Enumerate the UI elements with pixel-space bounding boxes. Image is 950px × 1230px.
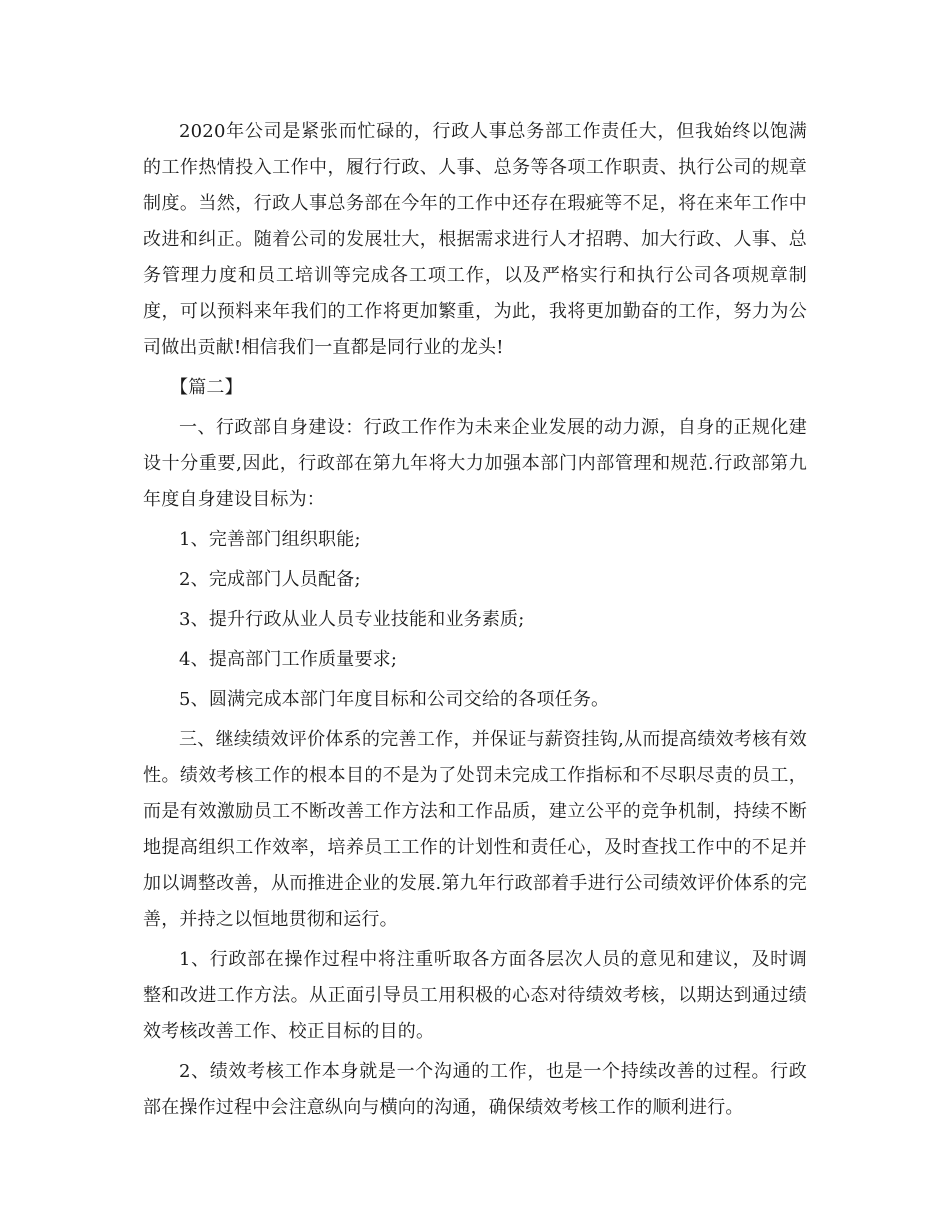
list-item-goal-1: 1、完善部门组织职能; xyxy=(179,529,361,550)
paragraph-performance-system: 三、继续绩效评价体系的完善工作，并保证与薪资挂钩,从而提高绩效考核有效性。绩效考核工作的根本目的不是为了处罚未完成工作指标和不尽职尽责的员工，而是有效激励员工不断改善工作方法和工作品质，建立公平的竞争机制，持续不断地提高组织工作效率，培养员工工作的计划性和责任心，及时查找工作中的不足并加以调整改善，从而推进企业的发展.第九年行政部着手进行公司绩效评价体系的完善，并持之以恒地贯彻和运行。 xyxy=(143,729,807,930)
paragraph-intro: 2020年公司是紧张而忙碌的，行政人事总务部工作责任大，但我始终以饱满的工作热情投入工作中，履行行政、人事、总务等各项工作职责、执行公司的规章制度。当然，行政人事总务部在今年的工作中还存在瑕疵等不足，将在来年工作中改进和纠正。随着公司的发展壮大，根据需求进行人才招聘、加大行政、人事、总务管理力度和员工培训等完成各工项工作，以及严格实行和执行公司各项规章制度，可以预料来年我们的工作将更加繁重，为此，我将更加勤奋的工作，努力为公司做出贡献!相信我们一直都是同行业的龙头! xyxy=(143,121,807,358)
paragraph-performance-point-1: 1、行政部在操作过程中将注重听取各方面各层次人员的意见和建议，及时调整和改进工作方法。从正面引导员工用积极的心态对待绩效考核，以期达到通过绩效考核改善工作、校正目标的目的。 xyxy=(143,949,807,1042)
section-heading-part-two: 【篇二】 xyxy=(170,377,243,398)
list-item-goal-5: 5、圆满完成本部门年度目标和公司交给的各项任务。 xyxy=(179,689,610,710)
paragraph-performance-point-2: 2、绩效考核工作本身就是一个沟通的工作，也是一个持续改善的过程。行政部在操作过程中会注意纵向与横向的沟通，确保绩效考核工作的顺利进行。 xyxy=(143,1061,807,1118)
paragraph-self-construction: 一、行政部自身建设：行政工作作为未来企业发展的动力源，自身的正规化建设十分重要,因此，行政部在第九年将大力加强本部门内部管理和规范.行政部第九年度自身建设目标为： xyxy=(143,417,807,510)
document-body xyxy=(143,114,807,1126)
list-item-goal-2: 2、完成部门人员配备; xyxy=(179,569,361,590)
list-item-goal-3: 3、提升行政从业人员专业技能和业务素质; xyxy=(179,609,525,630)
list-item-goal-4: 4、提高部门工作质量要求; xyxy=(179,649,398,670)
